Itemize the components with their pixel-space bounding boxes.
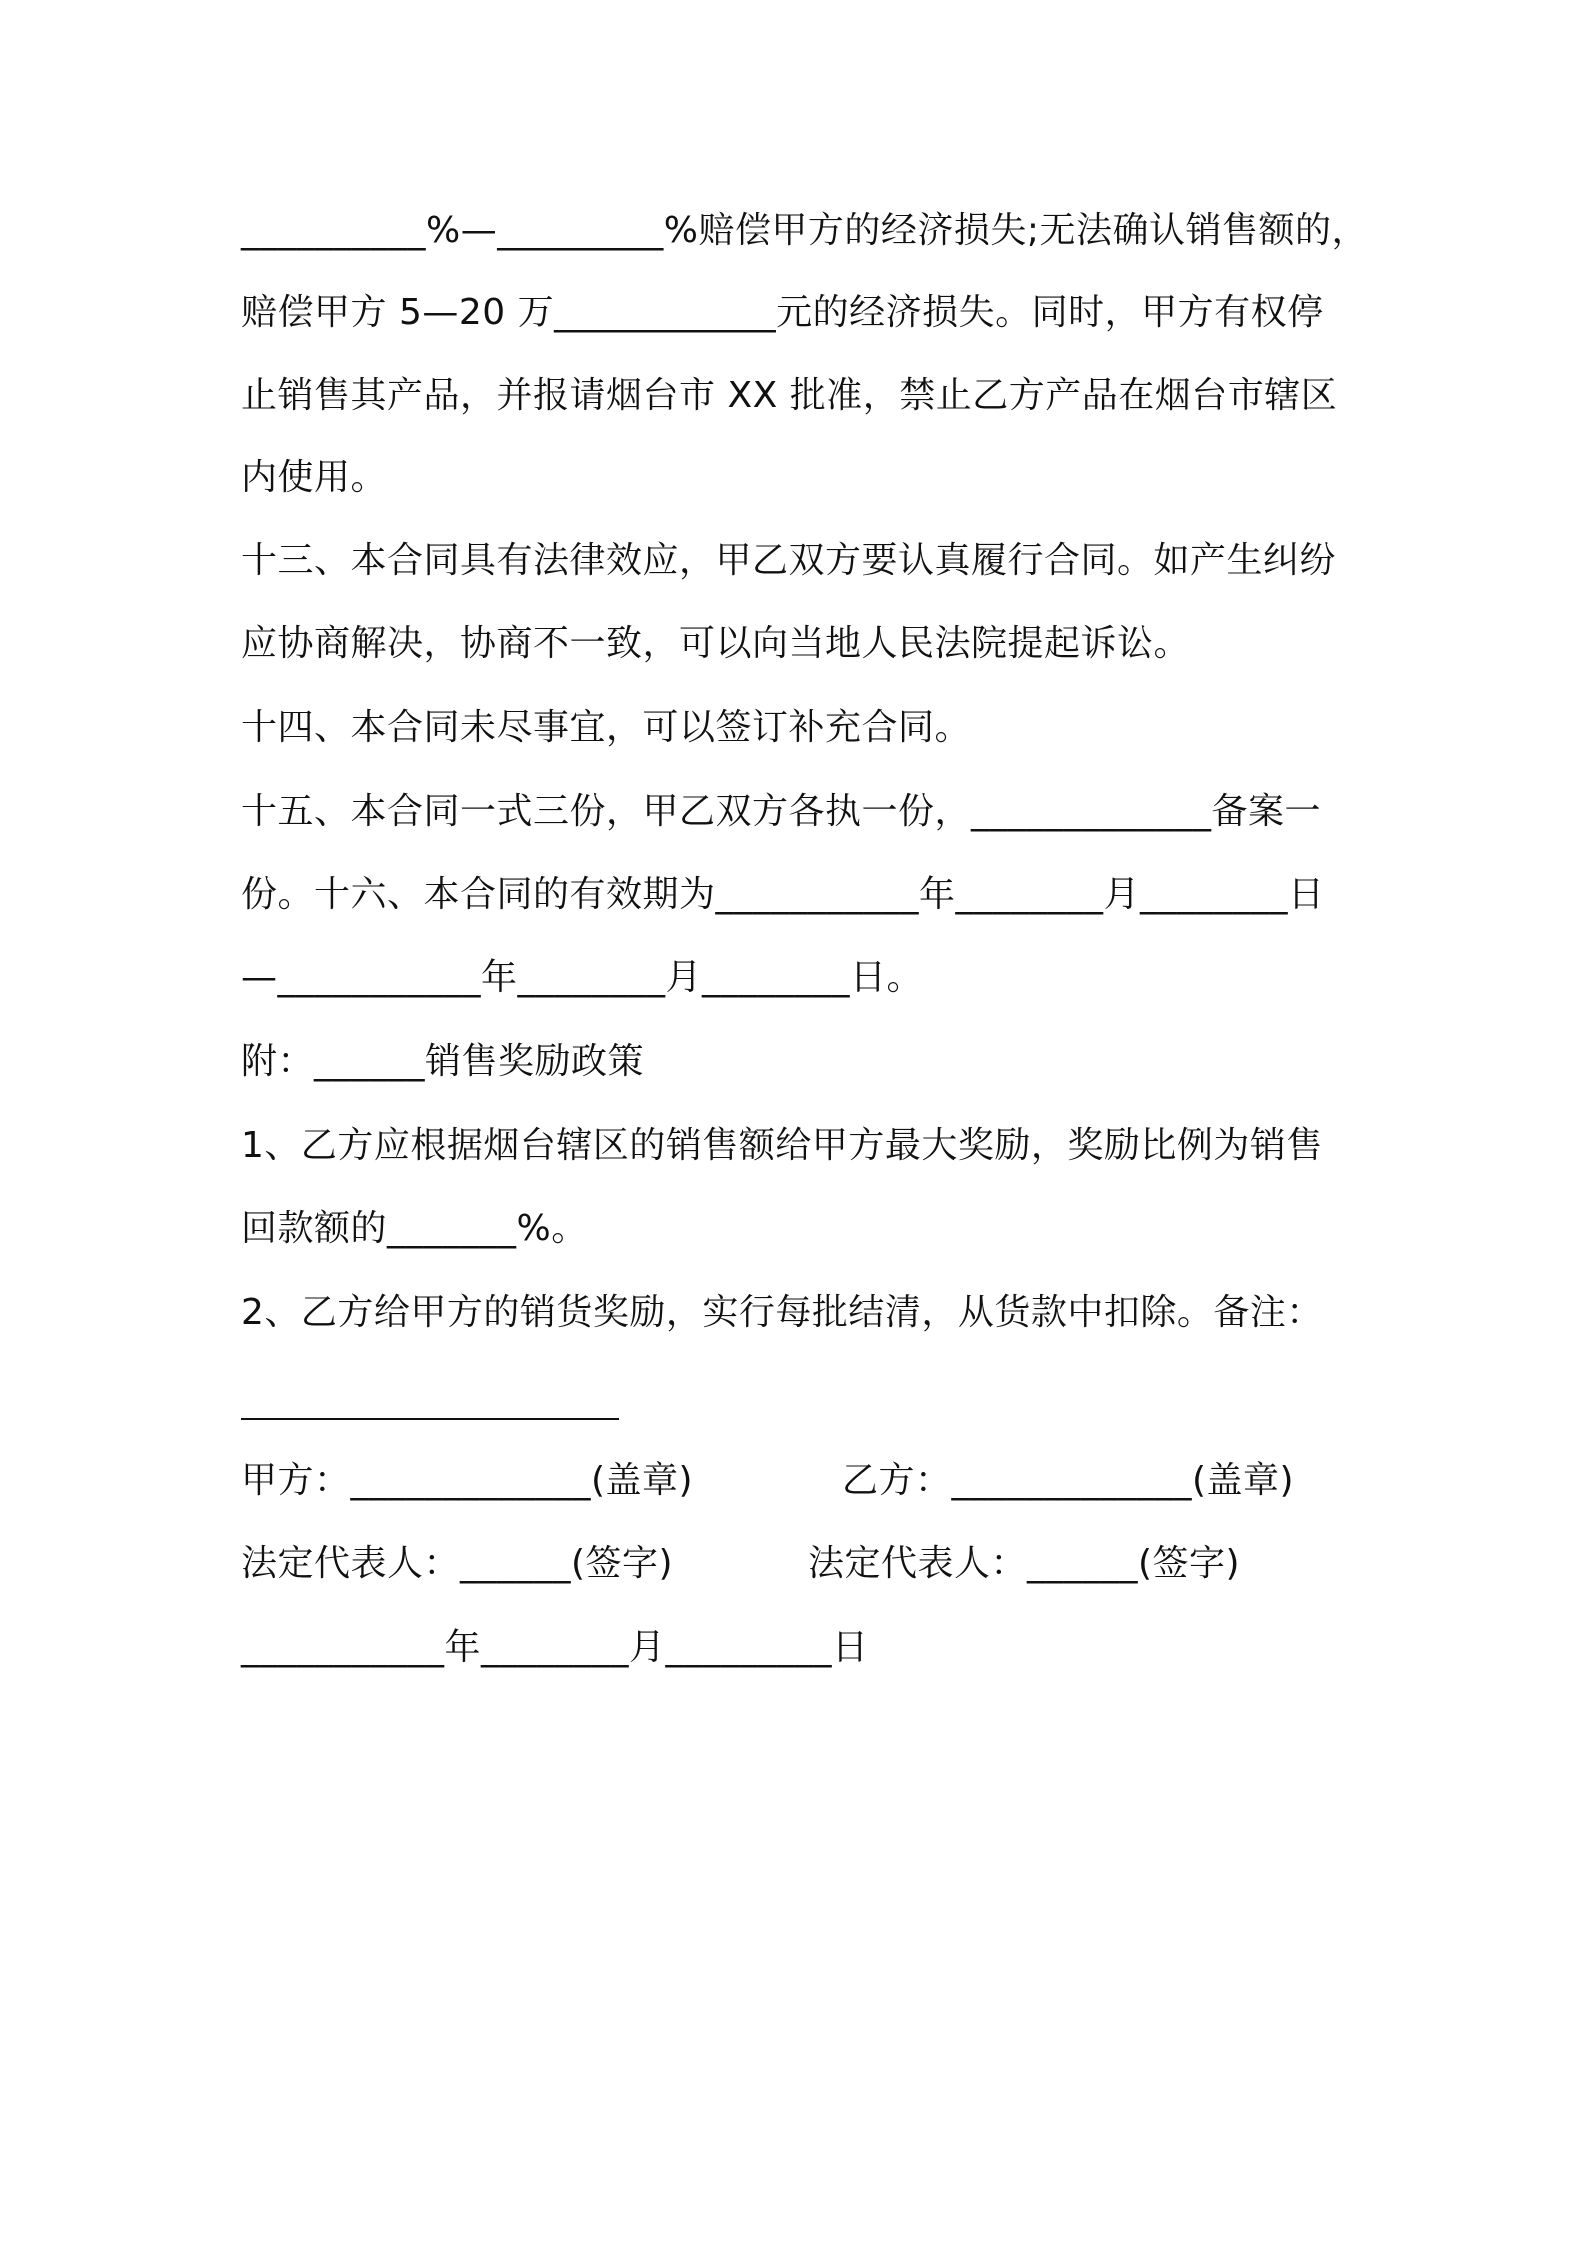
clause-13-line: 应协商解决，协商不一致，可以向当地人民法院提起诉讼。 <box>241 623 1191 664</box>
appendix-title: 附：______销售奖励政策 <box>241 1041 645 1082</box>
signing-date: ___________年________月_________日 <box>241 1627 869 1668</box>
party-a-seal: 甲方：_____________(盖章) <box>241 1460 694 1501</box>
remarks-blank-line <box>241 1418 619 1420</box>
reward-item-1: 回款额的_______%。 <box>241 1208 588 1249</box>
clause-16-line: 份。十六、本合同的有效期为___________年________月________日 <box>241 874 1325 915</box>
clause-14-line: 十四、本合同未尽事宜，可以签订补充合同。 <box>241 707 972 748</box>
paragraph-line: 内使用。 <box>241 457 388 498</box>
reward-item-1: 1、乙方应根据烟台辖区的销售额给甲方最大奖励，奖励比例为销售 <box>241 1125 1323 1166</box>
paragraph-line: 止销售其产品，并报请烟台市 XX 批准，禁止乙方产品在烟台市辖区 <box>241 375 1338 416</box>
paragraph-line: __________%—_________%赔偿甲方的经济损失;无法确认销售额的， <box>241 210 1369 251</box>
reward-item-2: 2、乙方给甲方的销货奖励，实行每批结清，从货款中扣除。备注： <box>241 1292 1323 1333</box>
clause-16-line: —___________年________月________日。 <box>241 957 923 998</box>
party-a-representative: 法定代表人：______(签字) <box>241 1543 674 1584</box>
party-b-representative: 法定代表人：______(签字) <box>808 1543 1241 1584</box>
paragraph-line: 赔偿甲方 5—20 万____________元的经济损失。同时，甲方有权停 <box>241 292 1324 333</box>
party-b-seal: 乙方：_____________(盖章) <box>842 1460 1295 1501</box>
clause-13-line: 十三、本合同具有法律效应，甲乙双方要认真履行合同。如产生纠纷 <box>241 540 1337 581</box>
clause-15-line: 十五、本合同一式三份，甲乙双方各执一份，_____________备案一 <box>241 791 1322 832</box>
